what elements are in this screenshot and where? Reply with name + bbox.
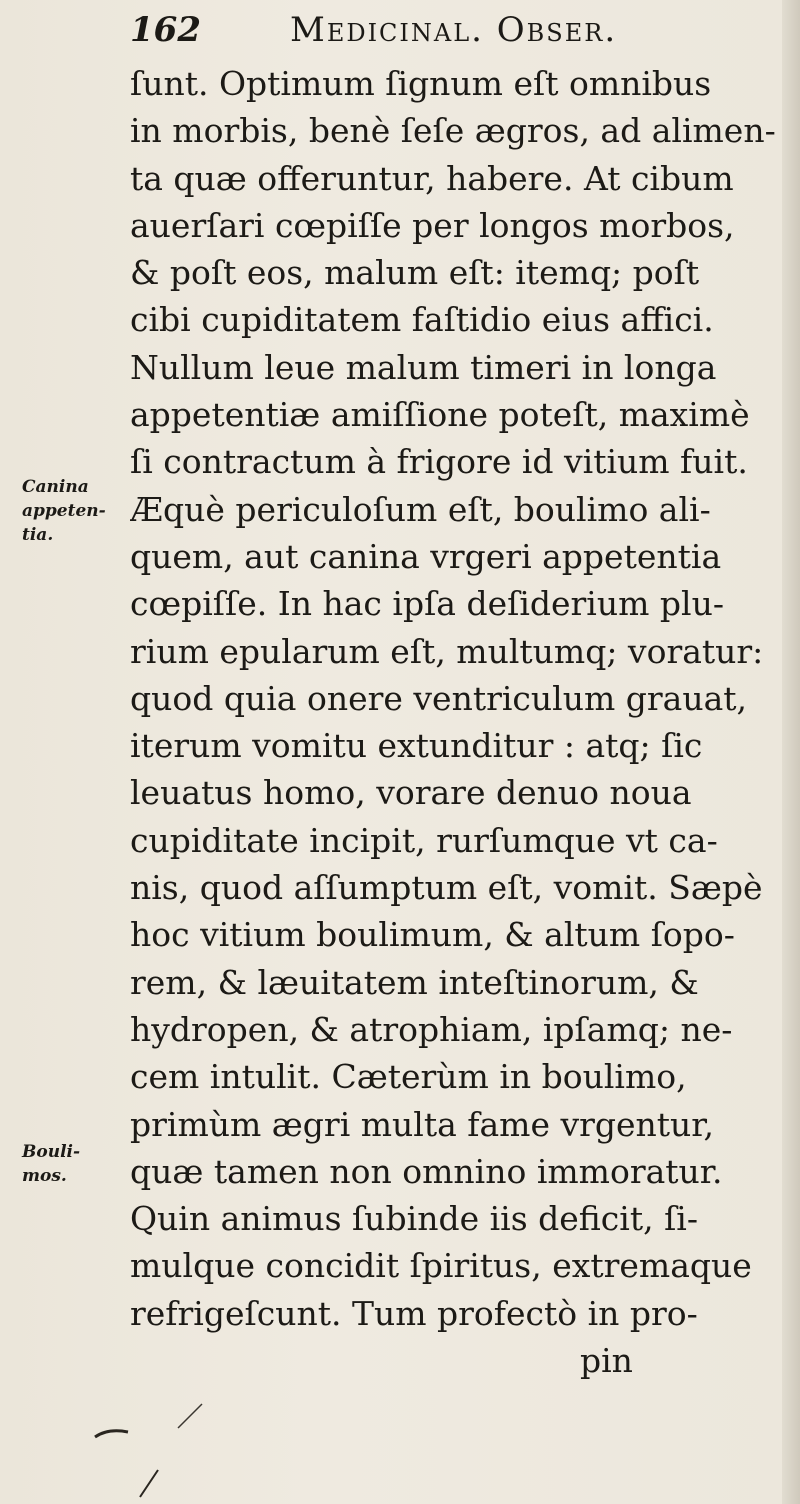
text-line: & poſt eos, malum eſt: itemq; poſt [130, 253, 700, 293]
text-line: ta quæ offeruntur, habere. At cibum [130, 158, 734, 198]
text-line: Nullum leue malum timeri in longa [130, 347, 717, 387]
text-line: primùm ægri multa fame vrgentur, [130, 1104, 714, 1144]
text-line: cœpiſſe. In hac ipſa deſiderium plu- [130, 584, 724, 624]
margin-note-line: Bouli- [22, 1142, 81, 1162]
text-line: hydropen, & atrophiam, ipſamq; ne- [130, 1009, 733, 1049]
running-title: Medicinal. Obser. [290, 10, 618, 50]
text-line-catchword: pin [580, 1341, 633, 1381]
text-line: Quin animus ſubinde iis deficit, ſi- [130, 1199, 698, 1239]
text-line: rium epularum eſt, multumq; voratur: [130, 631, 764, 671]
text-line: ſunt. Optimum ſignum eſt omnibus [130, 64, 712, 103]
text-line: quem, aut canina vrgeri appetentia [130, 536, 722, 576]
text-line: cupiditate incipit, rurſumque vt ca- [130, 820, 718, 860]
text-line: hoc vitium boulimum, & altum ſopo- [130, 915, 735, 955]
text-line: cibi cupiditatem faſtidio eius affici. [130, 300, 714, 340]
text-line: mulque concidit ſpiritus, extremaque [130, 1246, 752, 1286]
text-line: appetentiæ amiſſione poteſt, maximè [130, 395, 750, 435]
page-number: 162 [130, 10, 201, 50]
text-line: iterum vomitu extunditur : atq; ſic [130, 726, 703, 766]
text-line: Æquè periculoſum eſt, boulimo ali- [130, 489, 711, 529]
text-line: refrigeſcunt. Tum profectò in pro- [130, 1293, 698, 1333]
text-line: rem, & læuitatem inteſtinorum, & [130, 962, 699, 1002]
text-line: nis, quod aſſumptum eſt, vomit. Sæpè [130, 868, 763, 908]
text-line: cem intulit. Cæterùm in boulimo, [130, 1057, 687, 1097]
pen-stroke [178, 1404, 202, 1428]
text-line: ſi contractum à frigore id vitium fuit. [130, 442, 748, 482]
pen-stroke [95, 1431, 128, 1437]
text-line: auerſari cœpiſſe per longos morbos, [130, 205, 735, 245]
margin-note-line: Canina [22, 477, 89, 497]
margin-note-line: appeten- [22, 501, 106, 521]
text-line: in morbis, benè ſeſe ægros, ad alimen- [130, 111, 776, 151]
text-line: quæ tamen non omnino immoratur. [130, 1151, 723, 1191]
margin-note-line: mos. [22, 1166, 67, 1186]
margin-note-line: tia. [22, 525, 54, 545]
text-line: quod quia onere ventriculum grauat, [130, 678, 747, 718]
pen-stroke [140, 1470, 158, 1497]
text-line: leuatus homo, vorare denuo noua [130, 773, 692, 813]
